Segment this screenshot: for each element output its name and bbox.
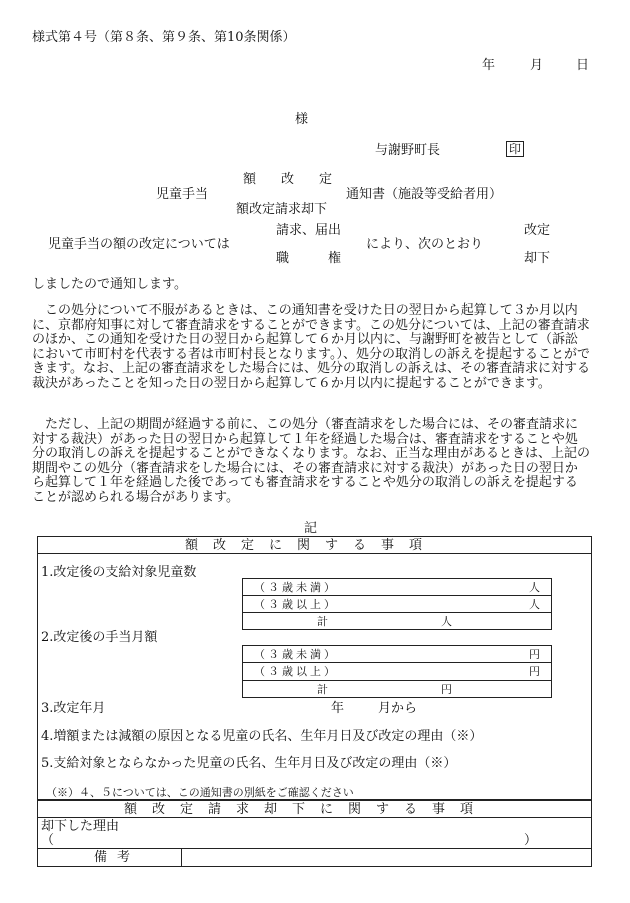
- item2-row-over3-label: （３歳以上）: [254, 665, 338, 678]
- item3-label: 3.改定年月: [41, 701, 106, 716]
- rejection-remarks-divider: [37, 848, 592, 849]
- remarks-label: 備考: [94, 850, 141, 865]
- item3-year: 年: [331, 701, 345, 716]
- form-number: 様式第４号（第８条、第９条、第10条関係）: [32, 30, 296, 45]
- seal-mark: 印: [506, 141, 524, 157]
- item2-total-label: 計: [317, 683, 328, 696]
- item1-row-under3-unit: 人: [529, 581, 540, 594]
- basis-lower: 職 権: [276, 251, 342, 266]
- addressee-suffix: 様: [295, 112, 309, 127]
- rejection-reason-close-paren: ）: [524, 833, 538, 848]
- date-month-label: 月: [530, 58, 544, 73]
- appeal-paragraph-2: ただし、上記の期間が経過する前に、この処分（審査請求をした場合には、その審査請求に対する裁決）があった日の翌日から起算して１年を経過した場合は、審査請求をすることや処分の取消しの訴えを提起することができなくなります。なお、正当な理由があるときは、上記の期間やこの処分（審査請求をした場合には、その審査請求に対する裁決）があった日の翌日から起算して１年を経過した後であっても審査請求をすることや処分の取消しの訴えを提起することが認められる場合があります。: [32, 417, 590, 505]
- revision-section-header: 額改定に関する事項: [185, 538, 438, 553]
- sentence-middle: により、次のとおり: [366, 237, 484, 252]
- item1-row-over3-unit: 人: [529, 598, 540, 611]
- item2-row-under3-unit: 円: [529, 648, 540, 661]
- item2-row-over3-unit: 円: [529, 665, 540, 678]
- appeal-paragraph-1: この処分について不服があるときは、この通知書を受けた日の翌日から起算して３か月以内に、京都府知事に対して審査請求をすることができます。この処分については、上記の審査請求のほか、この通知を受けた日の翌日から起算して６か月以内に、与謝野町を被告として（訴訟において市町村を代表する者は市町村長となります。）、処分の取消しの訴えを提起することができます。なお、上記の審査請求をした場合には、処分の取消しの訴えは、その審査請求に対する裁決があったことを知った日の翌日から起算して６か月以内に提起することができます。: [32, 303, 590, 391]
- item1-row-divider-2: [242, 612, 552, 613]
- item2-row-divider-2: [242, 680, 552, 681]
- ki-label: 記: [304, 521, 318, 536]
- date-day-label: 日: [576, 58, 590, 73]
- item3-month: 月から: [378, 701, 418, 716]
- item1-total-unit: 人: [441, 615, 452, 628]
- item1-label: 1.改定後の支給対象児童数: [41, 565, 197, 580]
- rejection-reason-open-paren: （: [41, 833, 55, 848]
- revision-note: （※）４、５については、この通知書の別紙をご確認ください: [46, 786, 354, 799]
- item2-label: 2.改定後の手当月額: [41, 630, 158, 645]
- item2-row-divider-1: [242, 662, 552, 663]
- date-year-label: 年: [482, 58, 496, 73]
- remarks-column-divider: [181, 848, 182, 867]
- item1-total-label: 計: [317, 615, 328, 628]
- notice-type: 通知書（施設等受給者用）: [346, 187, 503, 202]
- option-reject: 額改定請求却下: [236, 202, 328, 217]
- option-change: 額 改 定: [243, 172, 339, 187]
- result-lower: 却下: [524, 251, 551, 266]
- item1-row-under3-label: （３歳未満）: [254, 581, 338, 594]
- item2-total-unit: 円: [441, 683, 452, 696]
- rejection-section-header: 額改定請求却下に関する事項: [124, 802, 489, 817]
- item5-label: 5.支給対象とならなかった児童の氏名、生年月日及び改定の理由（※）: [41, 756, 457, 771]
- sentence-tail: しましたので通知します。: [32, 277, 187, 292]
- item2-row-under3-label: （３歳未満）: [254, 648, 338, 661]
- sentence-lead: 児童手当の額の改定については: [48, 237, 230, 252]
- basis-upper: 請求、届出: [276, 223, 342, 238]
- item1-row-divider-1: [242, 595, 552, 596]
- child-allowance-label: 児童手当: [156, 187, 209, 202]
- rejection-reason-label: 却下した理由: [41, 819, 120, 834]
- issuer-name: 与謝野町長: [375, 143, 441, 158]
- result-upper: 改定: [524, 223, 551, 238]
- item1-row-over3-label: （３歳以上）: [254, 598, 338, 611]
- item4-label: 4.増額または減額の原因となる児童の氏名、生年月日及び改定の理由（※）: [41, 729, 483, 744]
